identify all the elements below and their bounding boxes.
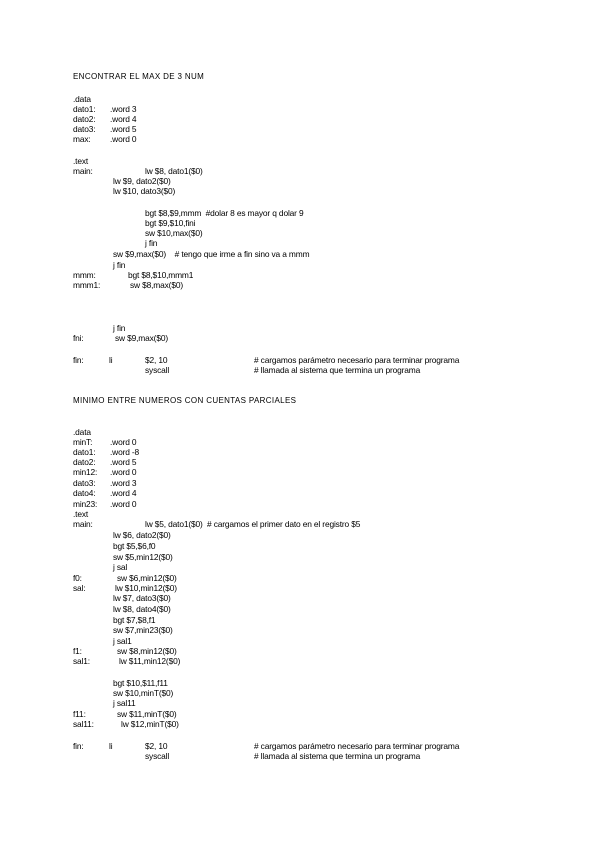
asm-code: lw $5, dato1($0) # cargamos el primer dato en el registro $5: [145, 519, 361, 529]
asm-code: lw $10, dato3($0): [113, 186, 176, 196]
asm-code: sw $5,min12($0): [113, 552, 173, 562]
code-line: [0, 625, 600, 635]
code-line: [0, 104, 600, 114]
asm-code: lw $7, dato3($0): [113, 593, 171, 603]
asm-directive: .data: [73, 427, 91, 437]
asm-label: mmm:: [73, 270, 96, 280]
asm-code: bgt $10,$11,f11: [113, 678, 168, 688]
section-2-heading: MINIMO ENTRE NUMEROS CON CUENTAS PARCIALES: [73, 396, 297, 405]
asm-args: syscall: [145, 751, 170, 761]
code-line: [0, 427, 600, 437]
asm-label: dato2:: [73, 114, 96, 124]
asm-code: bgt $9,$10,fini: [145, 218, 196, 228]
code-line: [0, 208, 600, 218]
asm-code: bgt $5,$6,f0: [113, 541, 156, 551]
code-line: [0, 176, 600, 186]
asm-label: sal1:: [73, 656, 90, 666]
asm-code: .word 0: [110, 499, 137, 509]
asm-label: mmm1:: [73, 280, 101, 290]
asm-label: main:: [73, 519, 93, 529]
asm-label: dato3:: [73, 478, 96, 488]
section-1-heading-row: [0, 72, 600, 82]
asm-code: j fin: [113, 260, 126, 270]
asm-code: .word 5: [110, 457, 137, 467]
asm-code: sw $8,max($0): [130, 280, 183, 290]
asm-comment: # cargamos parámetro necesario para terminar programa: [254, 741, 460, 751]
code-line: [0, 741, 600, 751]
code-line: [0, 437, 600, 447]
code-line: [0, 499, 600, 509]
asm-code: lw $12,minT($0): [121, 719, 179, 729]
asm-comment: # cargamos parámetro necesario para terminar programa: [254, 355, 460, 365]
asm-label: dato2:: [73, 457, 96, 467]
code-line: [0, 519, 600, 529]
section-1-heading: ENCONTRAR EL MAX DE 3 NUM: [73, 72, 205, 81]
code-line: [0, 114, 600, 124]
asm-label: minT:: [73, 437, 93, 447]
asm-code: j sal11: [113, 698, 136, 708]
asm-label: fin:: [73, 741, 84, 751]
asm-label: min23:: [73, 499, 98, 509]
asm-label: fni:: [73, 333, 84, 343]
asm-code: lw $9, dato2($0): [113, 176, 171, 186]
code-line: [0, 156, 600, 166]
code-line: [0, 615, 600, 625]
asm-code: sw $10,minT($0): [113, 688, 174, 698]
code-line: [0, 552, 600, 562]
asm-label: dato4:: [73, 488, 96, 498]
asm-code: .word 0: [110, 437, 137, 447]
code-line: [0, 573, 600, 583]
code-line: [0, 604, 600, 614]
code-line: [0, 719, 600, 729]
code-line: [0, 646, 600, 656]
asm-code: lw $11,min12($0): [119, 656, 181, 666]
code-line: [0, 249, 600, 259]
asm-code: li: [109, 355, 113, 365]
asm-code: sw $6,min12($0): [117, 573, 177, 583]
asm-code: j fin: [113, 323, 126, 333]
code-line: [0, 488, 600, 498]
code-line: [0, 447, 600, 457]
asm-label: max:: [73, 134, 91, 144]
code-line: [0, 228, 600, 238]
asm-comment: # llamada al sistema que termina un programa: [254, 751, 421, 761]
asm-code: .word 4: [110, 114, 137, 124]
code-line: [0, 583, 600, 593]
code-line: [0, 530, 600, 540]
code-line: [0, 134, 600, 144]
asm-code: sw $10,max($0): [145, 228, 203, 238]
code-line: [0, 457, 600, 467]
asm-code: .word 5: [110, 124, 137, 134]
code-line: [0, 688, 600, 698]
asm-code: .word -8: [110, 447, 140, 457]
asm-label: main:: [73, 166, 93, 176]
asm-code: .word 4: [110, 488, 137, 498]
asm-code: sw $7,min23($0): [113, 625, 173, 635]
asm-code: sw $8,min12($0): [117, 646, 177, 656]
code-line: [0, 270, 600, 280]
asm-directive: .data: [73, 94, 91, 104]
asm-code: .word 0: [110, 467, 137, 477]
asm-code: .word 3: [110, 104, 137, 114]
asm-code: lw $6, dato2($0): [113, 530, 171, 540]
code-line: [0, 323, 600, 333]
asm-code: lw $10,min12($0): [115, 583, 177, 593]
code-line: [0, 365, 600, 375]
asm-label: f1:: [73, 646, 82, 656]
asm-label: sal:: [73, 583, 86, 593]
code-line: [0, 333, 600, 343]
code-line: [0, 124, 600, 134]
asm-code: sw $11,minT($0): [117, 709, 177, 719]
code-line: [0, 166, 600, 176]
asm-code: .word 3: [110, 478, 137, 488]
asm-args: $2, 10: [145, 741, 168, 751]
asm-label: f0:: [73, 573, 82, 583]
asm-comment: # llamada al sistema que termina un programa: [254, 365, 421, 375]
code-line: [0, 509, 600, 519]
code-line: [0, 280, 600, 290]
code-line: [0, 698, 600, 708]
asm-code: sw $9,max($0): [115, 333, 168, 343]
asm-label: sal11:: [73, 719, 94, 729]
code-line: [0, 355, 600, 365]
code-line: [0, 478, 600, 488]
code-line: [0, 656, 600, 666]
code-line: [0, 260, 600, 270]
code-line: [0, 678, 600, 688]
asm-directive: .text: [73, 509, 89, 519]
asm-code: j sal1: [113, 636, 132, 646]
asm-directive: .text: [73, 156, 89, 166]
code-line: [0, 186, 600, 196]
code-line: [0, 636, 600, 646]
asm-code: li: [109, 741, 113, 751]
asm-code: bgt $8,$9,mmm #dolar 8 es mayor q dolar 9: [145, 208, 304, 218]
asm-label: dato1:: [73, 447, 96, 457]
code-line: [0, 709, 600, 719]
asm-code: j fin: [145, 238, 158, 248]
asm-code: bgt $8,$10,mmm1: [128, 270, 194, 280]
asm-args: syscall: [145, 365, 170, 375]
asm-args: $2, 10: [145, 355, 168, 365]
asm-code: bgt $7,$8,f1: [113, 615, 156, 625]
code-line: [0, 562, 600, 572]
asm-code: lw $8, dato1($0): [145, 166, 203, 176]
asm-label: fin:: [73, 355, 84, 365]
code-line: [0, 218, 600, 228]
asm-label: f11:: [73, 709, 86, 719]
asm-code: j sal: [113, 562, 128, 572]
section-2-heading-row: [0, 396, 600, 406]
asm-label: min12:: [73, 467, 98, 477]
asm-label: dato3:: [73, 124, 96, 134]
asm-label: dato1:: [73, 104, 96, 114]
code-line: [0, 593, 600, 603]
asm-code: sw $9,max($0) # tengo que irme a fin sino va a mmm: [113, 249, 310, 259]
code-line: [0, 467, 600, 477]
asm-code: lw $8, dato4($0): [113, 604, 171, 614]
code-line: [0, 238, 600, 248]
code-line: [0, 94, 600, 104]
code-line: [0, 541, 600, 551]
asm-code: .word 0: [110, 134, 137, 144]
code-line: [0, 751, 600, 761]
